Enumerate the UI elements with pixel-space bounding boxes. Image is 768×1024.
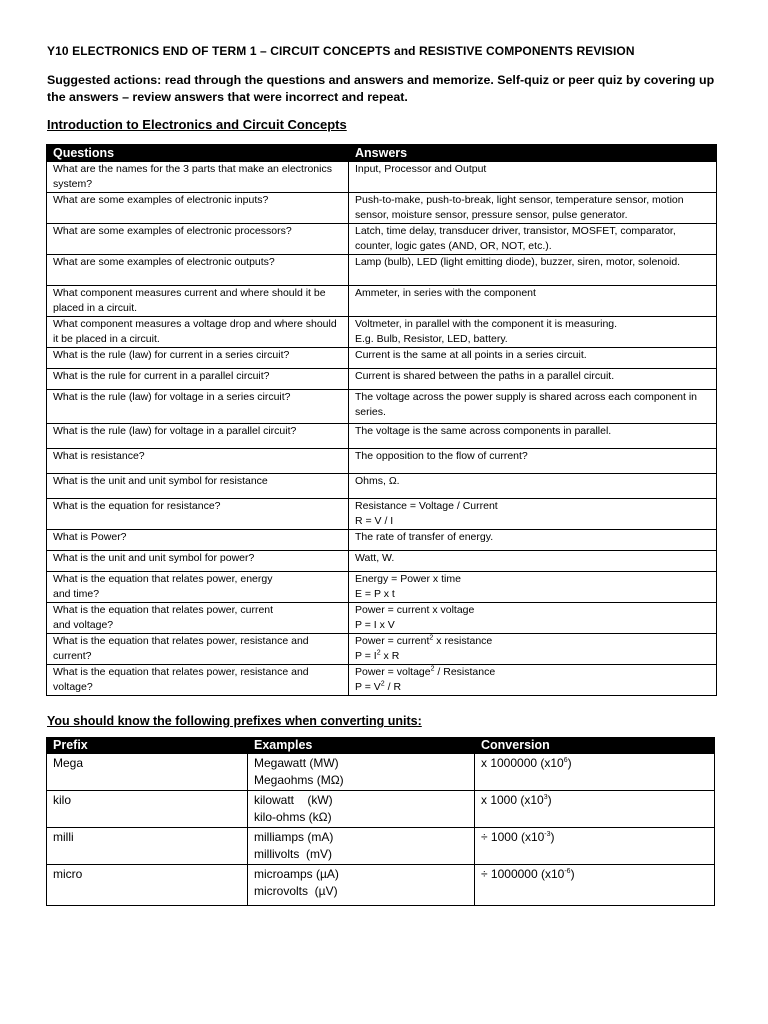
- conversion-text: ÷ 1000 (x10: [481, 830, 545, 844]
- table-row: [47, 424, 717, 449]
- exponent: -3: [544, 831, 551, 838]
- question-cell: What is the equation for resistance?: [47, 499, 349, 530]
- table-row: [47, 224, 717, 255]
- answer-line: Resistance = Voltage / Current: [355, 500, 498, 512]
- example-line: milliamps (mA): [254, 830, 334, 844]
- prefix-table: [46, 737, 715, 906]
- answer-cell: [349, 499, 717, 530]
- examples-cell: [248, 865, 475, 906]
- question-cell: What is the rule (law) for current in a series circuit?: [47, 348, 349, 369]
- table-row: [47, 665, 717, 696]
- table-row: [47, 162, 717, 193]
- question-cell: What is the rule (law) for voltage in a series circuit?: [47, 390, 349, 424]
- conversion-text: x 1000000 (x10: [481, 756, 564, 770]
- answer-cell: [349, 572, 717, 603]
- superscript: 2: [429, 634, 434, 642]
- answer-line: Power = current x voltage: [355, 604, 475, 616]
- answer-text: Power = voltage: [355, 666, 431, 678]
- table-row: [47, 255, 717, 286]
- superscript: 2: [380, 680, 385, 688]
- table-header-row: [47, 738, 715, 754]
- answer-cell: Current is the same at all points in a series circuit.: [349, 348, 717, 369]
- question-cell: What is resistance?: [47, 449, 349, 474]
- section-heading-prefixes: You should know the following prefixes when converting units:: [47, 714, 422, 728]
- examples-column-header: Examples: [248, 738, 475, 754]
- conversion-text: x 1000 (x10: [481, 793, 544, 807]
- answer-cell: Ohms, Ω.: [349, 474, 717, 499]
- table-row: [47, 317, 717, 348]
- question-cell: What is the equation that relates power, resistance and voltage?: [47, 665, 349, 696]
- question-cell: [47, 603, 349, 634]
- answer-line: [355, 634, 710, 649]
- answer-cell: Current is shared between the paths in a parallel circuit.: [349, 369, 717, 390]
- answer-text: / Resistance: [434, 666, 496, 678]
- answer-line: E.g. Bulb, Resistor, LED, battery.: [355, 333, 508, 345]
- question-cell: What is Power?: [47, 530, 349, 551]
- answer-text: x R: [380, 650, 400, 662]
- question-cell: What is the rule for current in a parallel circuit?: [47, 369, 349, 390]
- table-row: [47, 603, 717, 634]
- table-row: [47, 791, 715, 828]
- question-cell: What are some examples of electronic processors?: [47, 224, 349, 255]
- suggested-actions: Suggested actions: read through the questions and answers and memorize. Self-quiz or peer quiz by covering up the answers – review answers that were incorrect and repeat.: [47, 73, 715, 104]
- conversion-close: ): [547, 793, 552, 807]
- conversion-close: ): [550, 830, 555, 844]
- conversion-cell: [475, 865, 715, 906]
- answer-line: R = V / I: [355, 515, 394, 527]
- answer-cell: [349, 665, 717, 696]
- table-row: [47, 369, 717, 390]
- prefix-cell: Mega: [47, 754, 248, 791]
- question-cell: What component measures a voltage drop and where should it be placed in a circuit.: [47, 317, 349, 348]
- example-line: microamps (µA): [254, 867, 339, 881]
- answer-text: / R: [384, 681, 402, 693]
- question-cell: What is the rule (law) for voltage in a parallel circuit?: [47, 424, 349, 449]
- question-cell: What are the names for the 3 parts that make an electronics system?: [47, 162, 349, 193]
- superscript: 2: [430, 665, 435, 673]
- table-row: [47, 348, 717, 369]
- table-row: [47, 572, 717, 603]
- table-row: [47, 286, 717, 317]
- prefix-column-header: Prefix: [47, 738, 248, 754]
- page-title: Y10 ELECTRONICS END OF TERM 1 – CIRCUIT CONCEPTS and RESISTIVE COMPONENTS REVISION: [47, 44, 635, 58]
- question-cell: What component measures current and where should it be placed in a circuit.: [47, 286, 349, 317]
- table-row: [47, 474, 717, 499]
- examples-cell: [248, 791, 475, 828]
- answer-cell: The voltage across the power supply is shared across each component in series.: [349, 390, 717, 424]
- conversion-cell: [475, 754, 715, 791]
- answer-text: Power = current: [355, 635, 430, 647]
- question-cell: What are some examples of electronic inputs?: [47, 193, 349, 224]
- section-heading-circuit-concepts: Introduction to Electronics and Circuit Concepts: [47, 117, 347, 132]
- superscript: 2: [376, 649, 381, 657]
- exponent: 6: [563, 757, 568, 764]
- question-line: What is the equation that relates power, energy: [53, 573, 273, 585]
- conversion-close: ): [570, 867, 575, 881]
- question-cell: [47, 572, 349, 603]
- example-line: Megaohms (MΩ): [254, 773, 344, 787]
- answer-line: P = I x V: [355, 619, 395, 631]
- example-line: Megawatt (MW): [254, 756, 339, 770]
- question-cell: What are some examples of electronic outputs?: [47, 255, 349, 286]
- table-row: [47, 530, 717, 551]
- prefix-cell: micro: [47, 865, 248, 906]
- question-cell: What is the unit and unit symbol for power?: [47, 551, 349, 572]
- answer-cell: [349, 634, 717, 665]
- exponent: -6: [564, 868, 571, 875]
- conversion-column-header: Conversion: [475, 738, 715, 754]
- question-line: What is the equation that relates power, current: [53, 604, 274, 616]
- answer-cell: The opposition to the flow of current?: [349, 449, 717, 474]
- question-cell: What is the equation that relates power, resistance and current?: [47, 634, 349, 665]
- conversion-cell: [475, 828, 715, 865]
- prefix-cell: milli: [47, 828, 248, 865]
- answer-text: x resistance: [433, 635, 493, 647]
- example-line: kilowatt (kW): [254, 793, 333, 807]
- answer-cell: [349, 317, 717, 348]
- answer-text: P = V: [355, 681, 381, 693]
- answer-line: Voltmeter, in parallel with the component it is measuring.: [355, 318, 618, 330]
- answer-line: [355, 649, 710, 664]
- table-row: [47, 634, 717, 665]
- example-line: millivolts (mV): [254, 847, 332, 861]
- answer-line: Energy = Power x time: [355, 573, 461, 585]
- exponent: 3: [543, 794, 548, 801]
- answer-line: E = P x t: [355, 588, 395, 600]
- answer-text: P = I: [355, 650, 377, 662]
- table-row: [47, 390, 717, 424]
- table-row: [47, 499, 717, 530]
- answer-cell: Watt, W.: [349, 551, 717, 572]
- prefix-cell: kilo: [47, 791, 248, 828]
- table-row: [47, 449, 717, 474]
- question-line: and time?: [53, 588, 100, 600]
- questions-column-header: Questions: [47, 145, 349, 162]
- table-row: [47, 828, 715, 865]
- answer-cell: Push-to-make, push-to-break, light sensor, temperature sensor, motion sensor, moisture sensor, pressure sensor, pulse generator.: [349, 193, 717, 224]
- conversion-close: ): [567, 756, 572, 770]
- conversion-text: ÷ 1000000 (x10: [481, 867, 565, 881]
- question-cell: What is the unit and unit symbol for resistance: [47, 474, 349, 499]
- examples-cell: [248, 828, 475, 865]
- examples-cell: [248, 754, 475, 791]
- questions-answers-table: [46, 144, 717, 696]
- example-line: microvolts (µV): [254, 884, 338, 898]
- table-row: [47, 865, 715, 906]
- table-header-row: [47, 145, 717, 162]
- answers-column-header: Answers: [349, 145, 717, 162]
- answer-line: [355, 665, 710, 680]
- conversion-cell: [475, 791, 715, 828]
- answer-cell: Ammeter, in series with the component: [349, 286, 717, 317]
- answer-cell: Input, Processor and Output: [349, 162, 717, 193]
- table-row: [47, 551, 717, 572]
- answer-cell: The voltage is the same across components in parallel.: [349, 424, 717, 449]
- answer-cell: Lamp (bulb), LED (light emitting diode), buzzer, siren, motor, solenoid.: [349, 255, 717, 286]
- table-row: [47, 754, 715, 791]
- answer-cell: Latch, time delay, transducer driver, transistor, MOSFET, comparator, counter, logic gates (AND, OR, NOT, etc.).: [349, 224, 717, 255]
- example-line: kilo-ohms (kΩ): [254, 810, 332, 824]
- answer-cell: The rate of transfer of energy.: [349, 530, 717, 551]
- table-row: [47, 193, 717, 224]
- answer-line: [355, 680, 710, 695]
- question-line: and voltage?: [53, 619, 114, 631]
- answer-cell: [349, 603, 717, 634]
